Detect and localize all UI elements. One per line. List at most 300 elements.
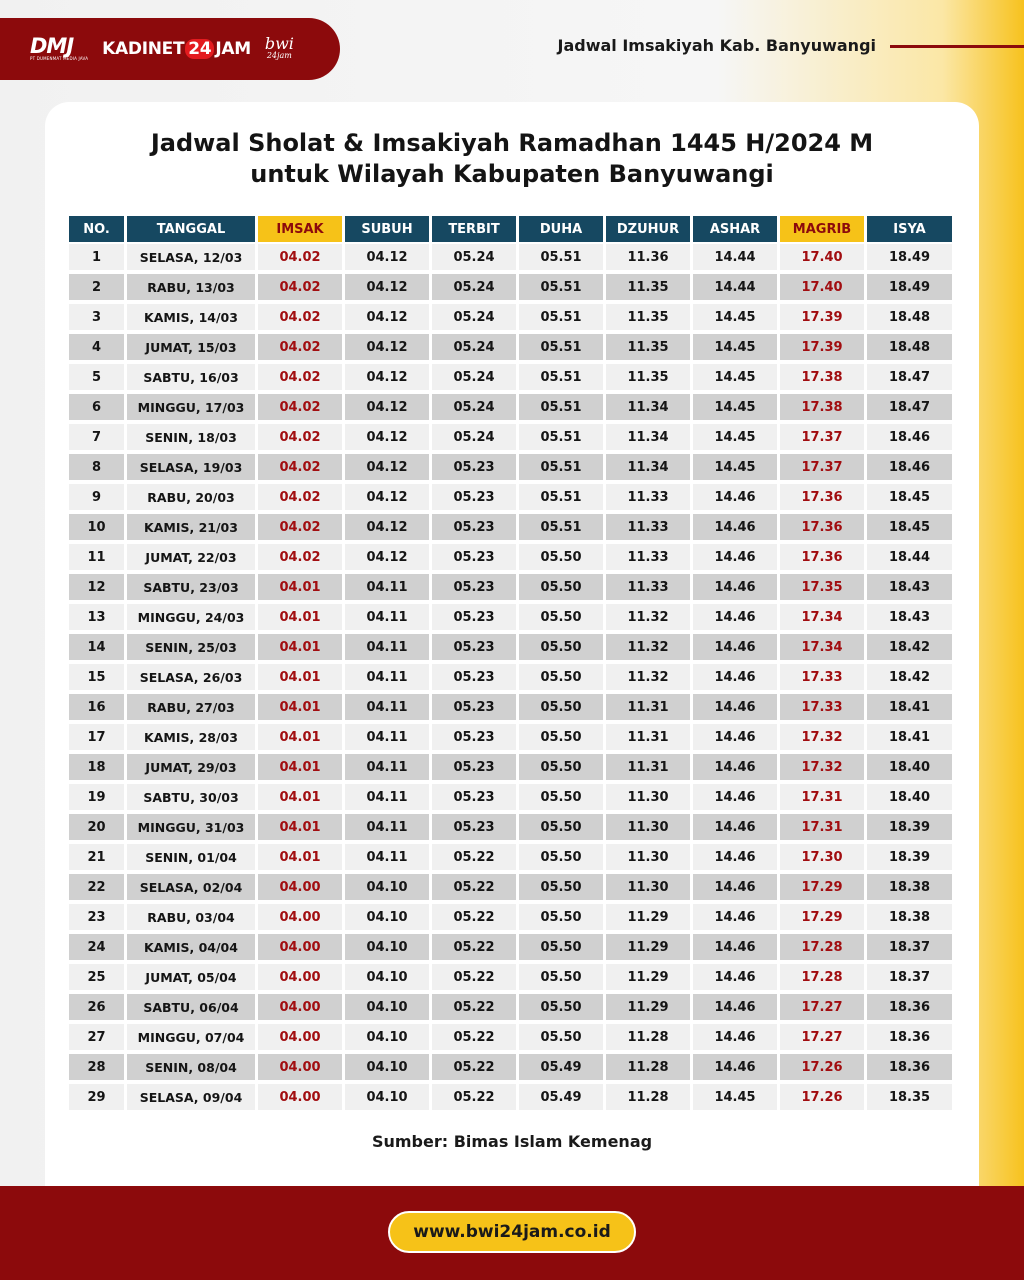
cell-subuh: 04.11 bbox=[345, 722, 429, 752]
cell-imsak: 04.02 bbox=[258, 452, 342, 482]
cell-terbit: 05.23 bbox=[432, 542, 516, 572]
cell-terbit: 05.22 bbox=[432, 842, 516, 872]
cell-tanggal: SENIN, 08/04 bbox=[127, 1052, 255, 1082]
cell-duha: 05.50 bbox=[519, 842, 603, 872]
bwi-logo-subtitle: 24jam bbox=[266, 51, 292, 60]
cell-isya: 18.37 bbox=[867, 962, 952, 992]
header-title: Jadwal Imsakiyah Kab. Banyuwangi bbox=[557, 36, 876, 55]
table-row bbox=[69, 872, 952, 902]
cell-tanggal: SABTU, 06/04 bbox=[127, 992, 255, 1022]
cell-magrib: 17.32 bbox=[780, 752, 864, 782]
cell-no: 10 bbox=[69, 512, 124, 542]
cell-ashar: 14.46 bbox=[693, 902, 777, 932]
cell-no: 15 bbox=[69, 662, 124, 692]
cell-magrib: 17.27 bbox=[780, 1022, 864, 1052]
column-header-terbit: TERBIT bbox=[432, 216, 516, 242]
table-row bbox=[69, 482, 952, 512]
cell-duha: 05.50 bbox=[519, 692, 603, 722]
table-row bbox=[69, 662, 952, 692]
column-header-dzuhur: DZUHUR bbox=[606, 216, 690, 242]
cell-isya: 18.47 bbox=[867, 362, 952, 392]
cell-imsak: 04.00 bbox=[258, 1052, 342, 1082]
cell-tanggal: SABTU, 30/03 bbox=[127, 782, 255, 812]
cell-isya: 18.36 bbox=[867, 1022, 952, 1052]
cell-subuh: 04.12 bbox=[345, 452, 429, 482]
cell-isya: 18.38 bbox=[867, 902, 952, 932]
cell-no: 14 bbox=[69, 632, 124, 662]
column-header-imsak: IMSAK bbox=[258, 216, 342, 242]
cell-imsak: 04.02 bbox=[258, 422, 342, 452]
cell-dzuhur: 11.29 bbox=[606, 992, 690, 1022]
cell-imsak: 04.00 bbox=[258, 992, 342, 1022]
cell-no: 7 bbox=[69, 422, 124, 452]
cell-magrib: 17.37 bbox=[780, 452, 864, 482]
table-row bbox=[69, 1082, 952, 1112]
cell-subuh: 04.11 bbox=[345, 782, 429, 812]
cell-magrib: 17.33 bbox=[780, 662, 864, 692]
cell-no: 2 bbox=[69, 272, 124, 302]
cell-tanggal: SENIN, 01/04 bbox=[127, 842, 255, 872]
cell-terbit: 05.22 bbox=[432, 872, 516, 902]
cell-subuh: 04.10 bbox=[345, 962, 429, 992]
cell-subuh: 04.10 bbox=[345, 932, 429, 962]
cell-subuh: 04.10 bbox=[345, 992, 429, 1022]
cell-magrib: 17.31 bbox=[780, 812, 864, 842]
cell-no: 29 bbox=[69, 1082, 124, 1112]
table-row bbox=[69, 722, 952, 752]
cell-tanggal: JUMAT, 15/03 bbox=[127, 332, 255, 362]
cell-no: 19 bbox=[69, 782, 124, 812]
cell-magrib: 17.32 bbox=[780, 722, 864, 752]
cell-tanggal: SABTU, 23/03 bbox=[127, 572, 255, 602]
table-row bbox=[69, 1022, 952, 1052]
bwi24jam-logo bbox=[264, 34, 294, 61]
cell-terbit: 05.23 bbox=[432, 752, 516, 782]
cell-no: 11 bbox=[69, 542, 124, 572]
cell-tanggal: SABTU, 16/03 bbox=[127, 362, 255, 392]
cell-imsak: 04.00 bbox=[258, 902, 342, 932]
table-row bbox=[69, 842, 952, 872]
cell-dzuhur: 11.35 bbox=[606, 362, 690, 392]
cell-tanggal: JUMAT, 05/04 bbox=[127, 962, 255, 992]
cell-dzuhur: 11.28 bbox=[606, 1082, 690, 1112]
cell-terbit: 05.22 bbox=[432, 902, 516, 932]
cell-isya: 18.45 bbox=[867, 512, 952, 542]
table-row bbox=[69, 302, 952, 332]
cell-dzuhur: 11.35 bbox=[606, 272, 690, 302]
cell-ashar: 14.46 bbox=[693, 602, 777, 632]
cell-imsak: 04.01 bbox=[258, 632, 342, 662]
cell-imsak: 04.01 bbox=[258, 842, 342, 872]
title-line-2: untuk Wilayah Kabupaten Banyuwangi bbox=[250, 160, 774, 188]
cell-isya: 18.42 bbox=[867, 662, 952, 692]
cell-no: 5 bbox=[69, 362, 124, 392]
cell-subuh: 04.12 bbox=[345, 242, 429, 272]
cell-tanggal: MINGGU, 24/03 bbox=[127, 602, 255, 632]
cell-dzuhur: 11.30 bbox=[606, 872, 690, 902]
cell-ashar: 14.46 bbox=[693, 962, 777, 992]
cell-terbit: 05.23 bbox=[432, 572, 516, 602]
cell-imsak: 04.02 bbox=[258, 512, 342, 542]
cell-tanggal: SENIN, 25/03 bbox=[127, 632, 255, 662]
cell-subuh: 04.10 bbox=[345, 1082, 429, 1112]
cell-terbit: 05.24 bbox=[432, 302, 516, 332]
cell-subuh: 04.11 bbox=[345, 692, 429, 722]
cell-ashar: 14.46 bbox=[693, 1052, 777, 1082]
cell-imsak: 04.02 bbox=[258, 332, 342, 362]
cell-magrib: 17.38 bbox=[780, 392, 864, 422]
cell-terbit: 05.23 bbox=[432, 692, 516, 722]
table-row bbox=[69, 512, 952, 542]
cell-terbit: 05.23 bbox=[432, 482, 516, 512]
cell-imsak: 04.00 bbox=[258, 872, 342, 902]
cell-terbit: 05.23 bbox=[432, 632, 516, 662]
cell-magrib: 17.26 bbox=[780, 1052, 864, 1082]
dmj-logo-mark: DMJ bbox=[30, 34, 74, 58]
table-row bbox=[69, 452, 952, 482]
website-url-link[interactable]: www.bwi24jam.co.id bbox=[388, 1211, 636, 1253]
cell-duha: 05.50 bbox=[519, 992, 603, 1022]
cell-ashar: 14.45 bbox=[693, 362, 777, 392]
cell-ashar: 14.46 bbox=[693, 542, 777, 572]
cell-isya: 18.36 bbox=[867, 992, 952, 1022]
table-row bbox=[69, 272, 952, 302]
cell-isya: 18.48 bbox=[867, 302, 952, 332]
cell-no: 27 bbox=[69, 1022, 124, 1052]
cell-dzuhur: 11.29 bbox=[606, 902, 690, 932]
cell-ashar: 14.46 bbox=[693, 872, 777, 902]
cell-terbit: 05.24 bbox=[432, 392, 516, 422]
cell-dzuhur: 11.31 bbox=[606, 752, 690, 782]
cell-dzuhur: 11.34 bbox=[606, 422, 690, 452]
title-line-1: Jadwal Sholat & Imsakiyah Ramadhan 1445 H/2024 M bbox=[150, 129, 874, 157]
cell-magrib: 17.28 bbox=[780, 962, 864, 992]
cell-magrib: 17.29 bbox=[780, 902, 864, 932]
cell-tanggal: RABU, 03/04 bbox=[127, 902, 255, 932]
cell-subuh: 04.11 bbox=[345, 602, 429, 632]
cell-imsak: 04.02 bbox=[258, 272, 342, 302]
column-header-tanggal: TANGGAL bbox=[127, 216, 255, 242]
brand-bar bbox=[0, 18, 340, 80]
cell-terbit: 05.22 bbox=[432, 992, 516, 1022]
cell-no: 4 bbox=[69, 332, 124, 362]
cell-imsak: 04.01 bbox=[258, 572, 342, 602]
cell-subuh: 04.12 bbox=[345, 272, 429, 302]
cell-no: 24 bbox=[69, 932, 124, 962]
cell-no: 21 bbox=[69, 842, 124, 872]
page-title bbox=[0, 128, 1024, 190]
cell-duha: 05.50 bbox=[519, 752, 603, 782]
cell-no: 23 bbox=[69, 902, 124, 932]
cell-magrib: 17.28 bbox=[780, 932, 864, 962]
cell-ashar: 14.46 bbox=[693, 932, 777, 962]
cell-duha: 05.50 bbox=[519, 872, 603, 902]
cell-duha: 05.50 bbox=[519, 662, 603, 692]
cell-imsak: 04.01 bbox=[258, 782, 342, 812]
cell-no: 22 bbox=[69, 872, 124, 902]
cell-tanggal: RABU, 20/03 bbox=[127, 482, 255, 512]
table-row bbox=[69, 992, 952, 1022]
table-row bbox=[69, 962, 952, 992]
table-row bbox=[69, 572, 952, 602]
cell-dzuhur: 11.31 bbox=[606, 722, 690, 752]
table-row bbox=[69, 752, 952, 782]
cell-dzuhur: 11.36 bbox=[606, 242, 690, 272]
cell-terbit: 05.22 bbox=[432, 932, 516, 962]
cell-no: 25 bbox=[69, 962, 124, 992]
cell-isya: 18.41 bbox=[867, 692, 952, 722]
schedule-table bbox=[66, 216, 955, 1112]
cell-ashar: 14.45 bbox=[693, 452, 777, 482]
cell-isya: 18.49 bbox=[867, 242, 952, 272]
cell-ashar: 14.45 bbox=[693, 422, 777, 452]
cell-magrib: 17.38 bbox=[780, 362, 864, 392]
cell-duha: 05.50 bbox=[519, 782, 603, 812]
cell-duha: 05.50 bbox=[519, 962, 603, 992]
cell-ashar: 14.46 bbox=[693, 632, 777, 662]
cell-ashar: 14.46 bbox=[693, 992, 777, 1022]
cell-terbit: 05.24 bbox=[432, 422, 516, 452]
cell-isya: 18.41 bbox=[867, 722, 952, 752]
table-row bbox=[69, 902, 952, 932]
cell-imsak: 04.02 bbox=[258, 362, 342, 392]
cell-isya: 18.40 bbox=[867, 782, 952, 812]
cell-subuh: 04.11 bbox=[345, 632, 429, 662]
table-row bbox=[69, 692, 952, 722]
cell-ashar: 14.46 bbox=[693, 512, 777, 542]
cell-isya: 18.46 bbox=[867, 422, 952, 452]
cell-magrib: 17.36 bbox=[780, 542, 864, 572]
cell-no: 17 bbox=[69, 722, 124, 752]
cell-isya: 18.49 bbox=[867, 272, 952, 302]
cell-no: 20 bbox=[69, 812, 124, 842]
cell-isya: 18.40 bbox=[867, 752, 952, 782]
cell-dzuhur: 11.33 bbox=[606, 482, 690, 512]
table-row bbox=[69, 422, 952, 452]
cell-terbit: 05.23 bbox=[432, 512, 516, 542]
cell-duha: 05.51 bbox=[519, 332, 603, 362]
cell-no: 13 bbox=[69, 602, 124, 632]
cell-subuh: 04.11 bbox=[345, 752, 429, 782]
cell-tanggal: SELASA, 02/04 bbox=[127, 872, 255, 902]
cell-subuh: 04.11 bbox=[345, 572, 429, 602]
table-header-row bbox=[69, 216, 952, 242]
cell-duha: 05.51 bbox=[519, 302, 603, 332]
cell-imsak: 04.02 bbox=[258, 542, 342, 572]
cell-duha: 05.50 bbox=[519, 572, 603, 602]
cell-subuh: 04.12 bbox=[345, 332, 429, 362]
cell-terbit: 05.24 bbox=[432, 242, 516, 272]
cell-tanggal: JUMAT, 29/03 bbox=[127, 752, 255, 782]
cell-magrib: 17.26 bbox=[780, 1082, 864, 1112]
cell-duha: 05.51 bbox=[519, 242, 603, 272]
cell-tanggal: SELASA, 09/04 bbox=[127, 1082, 255, 1112]
cell-tanggal: KAMIS, 28/03 bbox=[127, 722, 255, 752]
cell-imsak: 04.01 bbox=[258, 752, 342, 782]
cell-duha: 05.50 bbox=[519, 602, 603, 632]
cell-magrib: 17.36 bbox=[780, 482, 864, 512]
column-header-ashar: ASHAR bbox=[693, 216, 777, 242]
cell-ashar: 14.45 bbox=[693, 392, 777, 422]
bwi-logo-mark: bwi bbox=[264, 34, 294, 53]
cell-subuh: 04.11 bbox=[345, 812, 429, 842]
cell-terbit: 05.22 bbox=[432, 1082, 516, 1112]
cell-tanggal: MINGGU, 31/03 bbox=[127, 812, 255, 842]
cell-subuh: 04.12 bbox=[345, 392, 429, 422]
cell-no: 9 bbox=[69, 482, 124, 512]
cell-imsak: 04.01 bbox=[258, 692, 342, 722]
cell-isya: 18.47 bbox=[867, 392, 952, 422]
cell-duha: 05.50 bbox=[519, 542, 603, 572]
cell-isya: 18.39 bbox=[867, 812, 952, 842]
cell-subuh: 04.10 bbox=[345, 872, 429, 902]
source-note: Sumber: Bimas Islam Kemenag bbox=[371, 1132, 653, 1151]
header-divider bbox=[890, 45, 1024, 48]
column-header-isya: ISYA bbox=[867, 216, 952, 242]
cell-magrib: 17.33 bbox=[780, 692, 864, 722]
cell-imsak: 04.00 bbox=[258, 1082, 342, 1112]
cell-ashar: 14.46 bbox=[693, 1022, 777, 1052]
cell-tanggal: MINGGU, 07/04 bbox=[127, 1022, 255, 1052]
cell-subuh: 04.10 bbox=[345, 1052, 429, 1082]
cell-subuh: 04.10 bbox=[345, 902, 429, 932]
cell-duha: 05.50 bbox=[519, 722, 603, 752]
cell-isya: 18.39 bbox=[867, 842, 952, 872]
cell-subuh: 04.12 bbox=[345, 302, 429, 332]
cell-terbit: 05.23 bbox=[432, 782, 516, 812]
dmj-logo-subtitle: PT DUMENMAT MEDIA JAVA bbox=[30, 56, 89, 61]
cell-duha: 05.50 bbox=[519, 632, 603, 662]
cell-no: 8 bbox=[69, 452, 124, 482]
cell-imsak: 04.00 bbox=[258, 932, 342, 962]
table-row bbox=[69, 392, 952, 422]
cell-dzuhur: 11.28 bbox=[606, 1052, 690, 1082]
cell-duha: 05.50 bbox=[519, 1022, 603, 1052]
cell-dzuhur: 11.30 bbox=[606, 842, 690, 872]
cell-tanggal: SENIN, 18/03 bbox=[127, 422, 255, 452]
cell-dzuhur: 11.35 bbox=[606, 332, 690, 362]
cell-duha: 05.49 bbox=[519, 1082, 603, 1112]
cell-ashar: 14.46 bbox=[693, 482, 777, 512]
table-row bbox=[69, 242, 952, 272]
table-row bbox=[69, 782, 952, 812]
cell-terbit: 05.24 bbox=[432, 362, 516, 392]
cell-ashar: 14.46 bbox=[693, 782, 777, 812]
cell-ashar: 14.46 bbox=[693, 572, 777, 602]
table-row bbox=[69, 812, 952, 842]
cell-terbit: 05.24 bbox=[432, 332, 516, 362]
cell-dzuhur: 11.33 bbox=[606, 572, 690, 602]
cell-magrib: 17.37 bbox=[780, 422, 864, 452]
cell-no: 28 bbox=[69, 1052, 124, 1082]
cell-tanggal: JUMAT, 22/03 bbox=[127, 542, 255, 572]
cell-terbit: 05.23 bbox=[432, 602, 516, 632]
cell-imsak: 04.01 bbox=[258, 722, 342, 752]
cell-duha: 05.51 bbox=[519, 482, 603, 512]
cell-isya: 18.42 bbox=[867, 632, 952, 662]
cell-dzuhur: 11.34 bbox=[606, 452, 690, 482]
cell-isya: 18.35 bbox=[867, 1082, 952, 1112]
cell-dzuhur: 11.33 bbox=[606, 542, 690, 572]
cell-isya: 18.37 bbox=[867, 932, 952, 962]
cell-tanggal: SELASA, 26/03 bbox=[127, 662, 255, 692]
cell-terbit: 05.23 bbox=[432, 812, 516, 842]
cell-ashar: 14.46 bbox=[693, 812, 777, 842]
cell-dzuhur: 11.33 bbox=[606, 512, 690, 542]
cell-subuh: 04.12 bbox=[345, 422, 429, 452]
cell-subuh: 04.11 bbox=[345, 842, 429, 872]
cell-terbit: 05.23 bbox=[432, 452, 516, 482]
cell-magrib: 17.31 bbox=[780, 782, 864, 812]
column-header-subuh: SUBUH bbox=[345, 216, 429, 242]
cell-duha: 05.50 bbox=[519, 932, 603, 962]
cell-imsak: 04.02 bbox=[258, 482, 342, 512]
table-row bbox=[69, 602, 952, 632]
cell-no: 1 bbox=[69, 242, 124, 272]
cell-terbit: 05.22 bbox=[432, 1022, 516, 1052]
cell-tanggal: RABU, 27/03 bbox=[127, 692, 255, 722]
cell-tanggal: KAMIS, 21/03 bbox=[127, 512, 255, 542]
cell-ashar: 14.46 bbox=[693, 752, 777, 782]
cell-dzuhur: 11.30 bbox=[606, 782, 690, 812]
cell-isya: 18.36 bbox=[867, 1052, 952, 1082]
cell-magrib: 17.27 bbox=[780, 992, 864, 1022]
cell-imsak: 04.00 bbox=[258, 1022, 342, 1052]
cell-terbit: 05.23 bbox=[432, 722, 516, 752]
cell-ashar: 14.46 bbox=[693, 662, 777, 692]
cell-terbit: 05.22 bbox=[432, 1052, 516, 1082]
cell-duha: 05.51 bbox=[519, 392, 603, 422]
cell-tanggal: SELASA, 12/03 bbox=[127, 242, 255, 272]
cell-duha: 05.51 bbox=[519, 512, 603, 542]
cell-ashar: 14.45 bbox=[693, 1082, 777, 1112]
cell-imsak: 04.01 bbox=[258, 812, 342, 842]
cell-magrib: 17.39 bbox=[780, 332, 864, 362]
cell-no: 3 bbox=[69, 302, 124, 332]
cell-magrib: 17.34 bbox=[780, 602, 864, 632]
cell-dzuhur: 11.32 bbox=[606, 632, 690, 662]
cell-duha: 05.51 bbox=[519, 452, 603, 482]
table-row bbox=[69, 1052, 952, 1082]
cell-imsak: 04.01 bbox=[258, 662, 342, 692]
cell-subuh: 04.12 bbox=[345, 362, 429, 392]
cell-magrib: 17.40 bbox=[780, 272, 864, 302]
cell-ashar: 14.45 bbox=[693, 302, 777, 332]
table-row bbox=[69, 932, 952, 962]
cell-ashar: 14.45 bbox=[693, 332, 777, 362]
cell-tanggal: KAMIS, 04/04 bbox=[127, 932, 255, 962]
cell-imsak: 04.02 bbox=[258, 392, 342, 422]
cell-no: 12 bbox=[69, 572, 124, 602]
cell-imsak: 04.02 bbox=[258, 242, 342, 272]
cell-ashar: 14.46 bbox=[693, 692, 777, 722]
cell-magrib: 17.40 bbox=[780, 242, 864, 272]
cell-magrib: 17.34 bbox=[780, 632, 864, 662]
cell-no: 16 bbox=[69, 692, 124, 722]
table-row bbox=[69, 632, 952, 662]
cell-isya: 18.45 bbox=[867, 482, 952, 512]
cell-dzuhur: 11.35 bbox=[606, 302, 690, 332]
cell-dzuhur: 11.32 bbox=[606, 662, 690, 692]
cell-subuh: 04.12 bbox=[345, 482, 429, 512]
cell-subuh: 04.11 bbox=[345, 662, 429, 692]
cell-dzuhur: 11.34 bbox=[606, 392, 690, 422]
cell-isya: 18.43 bbox=[867, 572, 952, 602]
cell-duha: 05.51 bbox=[519, 422, 603, 452]
cell-imsak: 04.02 bbox=[258, 302, 342, 332]
cell-dzuhur: 11.29 bbox=[606, 962, 690, 992]
kabinet24jam-logo bbox=[102, 39, 251, 59]
